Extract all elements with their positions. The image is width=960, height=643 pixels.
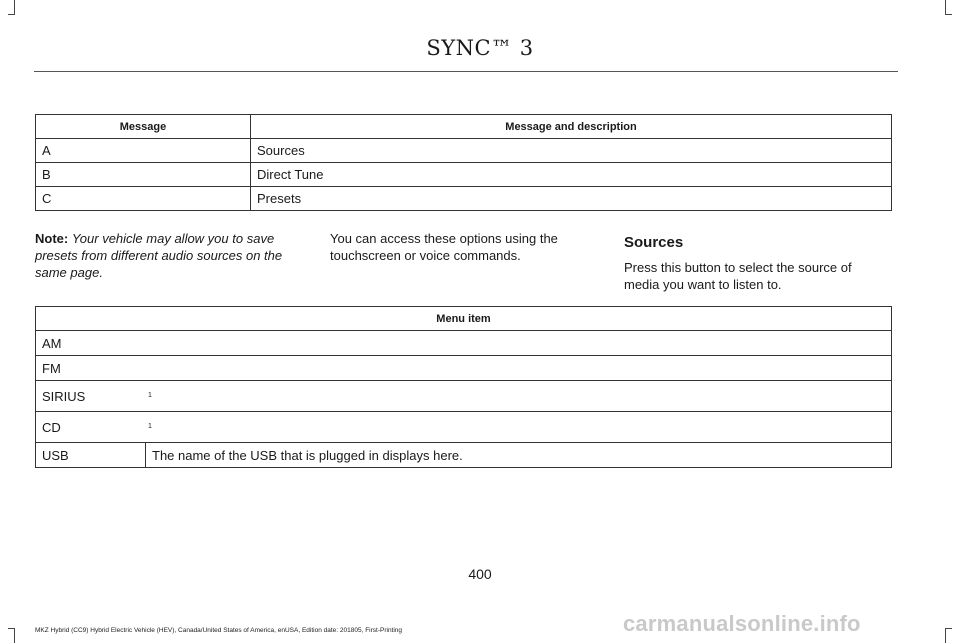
page-header-title: SYNC™ 3	[426, 36, 534, 60]
table-row	[36, 187, 892, 211]
table-header-row	[36, 115, 892, 139]
note-label: Note:	[35, 231, 69, 246]
menu-item-cell: AM	[36, 331, 892, 356]
menu-item-cell	[36, 381, 892, 412]
column-header-message: Message	[36, 115, 251, 139]
footer-edition-text: MKZ Hybrid (CC9) Hybrid Electric Vehicle (HEV), Canada/United States of America, enUSA, Edition date: 201805, First-Printing	[35, 627, 403, 634]
table-row	[36, 331, 892, 356]
header-divider	[34, 71, 898, 72]
table-row	[36, 381, 892, 412]
table-row	[36, 443, 892, 468]
message-table	[35, 114, 892, 211]
menu-item-label: CD	[42, 419, 61, 435]
table-row	[36, 139, 892, 163]
sources-section	[624, 230, 886, 293]
footnote-marker: 1	[148, 422, 152, 430]
description-cell: Sources	[251, 139, 892, 163]
description-cell: Presets	[251, 187, 892, 211]
menu-item-label: SIRIUS	[42, 388, 86, 404]
message-cell: A	[36, 139, 251, 163]
column-header-menu-item: Menu item	[36, 307, 892, 331]
page-number: 400	[468, 566, 492, 582]
footnote-marker: 1	[148, 391, 152, 399]
sources-text: Press this button to select the source of media you want to listen to.	[624, 260, 852, 292]
crop-mark-top-right	[945, 0, 952, 15]
menu-item-cell	[36, 412, 892, 443]
crop-mark-top-left	[8, 0, 15, 15]
sources-heading: Sources	[624, 234, 684, 251]
message-cell: B	[36, 163, 251, 187]
table-row	[36, 356, 892, 381]
column-header-description: Message and description	[251, 115, 892, 139]
menu-description-cell: The name of the USB that is plugged in displays here.	[146, 443, 892, 468]
table-row	[36, 163, 892, 187]
crop-mark-bottom-left	[8, 628, 15, 643]
crop-mark-bottom-right	[945, 628, 952, 643]
table-row	[36, 412, 892, 443]
message-cell: C	[36, 187, 251, 211]
table-header-row	[36, 307, 892, 331]
note-paragraph	[35, 230, 310, 281]
access-paragraph: You can access these options using the touchscreen or voice commands.	[330, 231, 558, 263]
menu-item-table	[35, 306, 892, 468]
menu-item-cell: FM	[36, 356, 892, 381]
menu-item-cell: USB	[36, 443, 146, 468]
note-text: Your vehicle may allow you to save presets from different audio sources on the same page.	[35, 231, 283, 280]
watermark: carmanualsonline.info	[623, 611, 861, 636]
description-cell: Direct Tune	[251, 163, 892, 187]
